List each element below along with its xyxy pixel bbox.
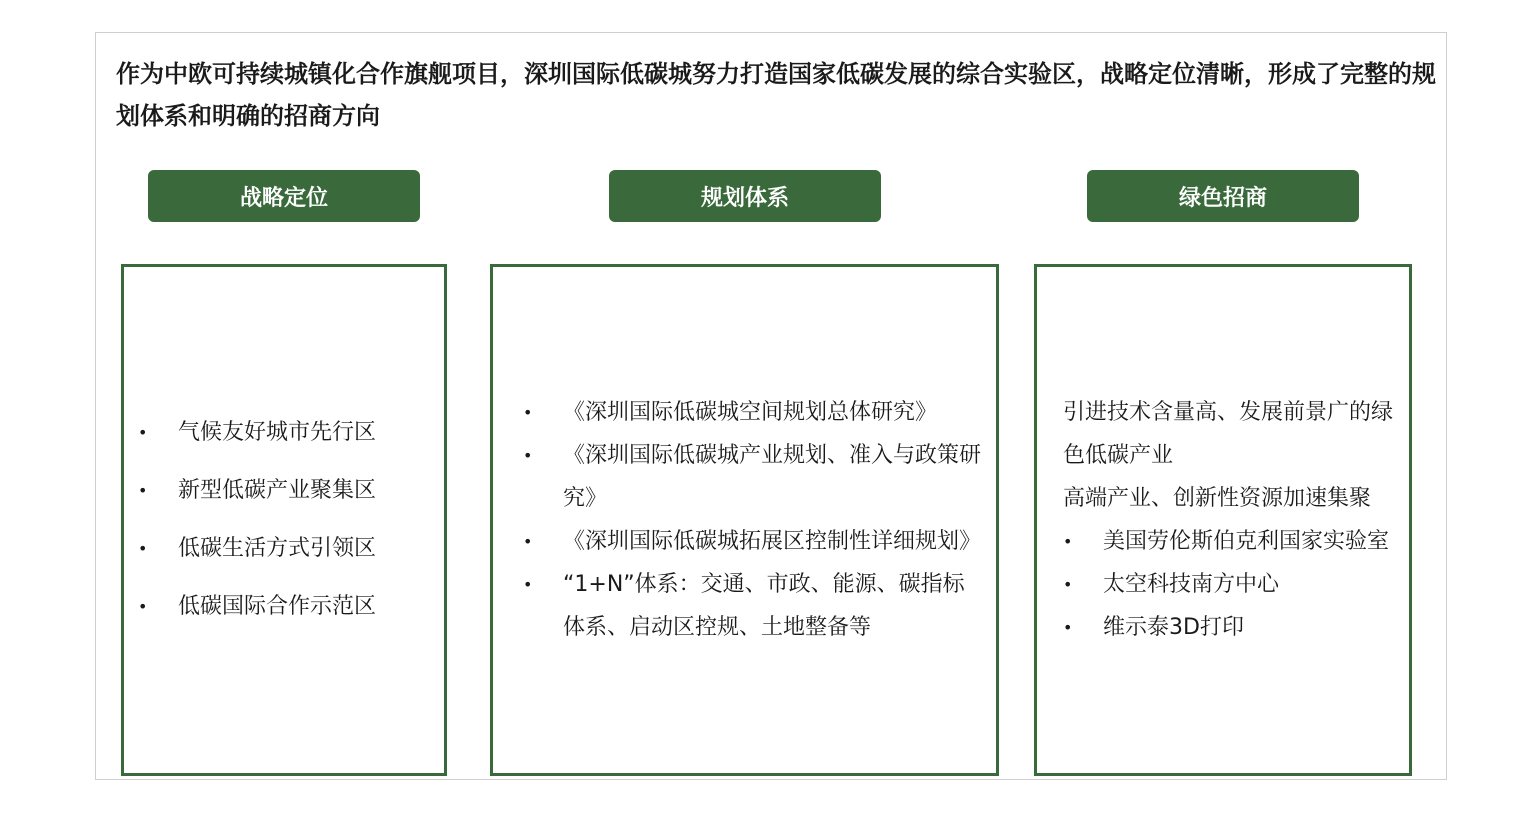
- list-item-text: 维示泰3D打印: [1103, 615, 1244, 640]
- bullet-icon: •: [523, 532, 533, 551]
- bullet-icon: •: [523, 403, 533, 422]
- box-strategic-positioning: [121, 264, 447, 776]
- planning-system-list: [523, 391, 982, 649]
- list-item-text: 美国劳伦斯伯克利国家实验室: [1103, 529, 1390, 554]
- list-item-text: 气候友好城市先行区: [178, 420, 377, 445]
- box-green-investment: [1034, 264, 1412, 776]
- strategic-positioning-list: [138, 404, 434, 636]
- list-item-text: 低碳国际合作示范区: [178, 594, 377, 619]
- intro-paragraph: 高端产业、创新性资源加速集聚: [1063, 486, 1372, 511]
- slide: [95, 32, 1447, 780]
- bullet-icon: •: [523, 446, 533, 465]
- list-item-text: 太空科技南方中心: [1103, 572, 1280, 597]
- pill-strategic-positioning: 战略定位: [148, 170, 420, 222]
- list-item: [138, 462, 434, 520]
- list-item: [138, 520, 434, 578]
- list-item-text: 低碳生活方式引领区: [178, 536, 377, 561]
- intro-paragraph: 引进技术含量高、发展前景广的绿色低碳产业: [1063, 400, 1394, 468]
- list-item-text: 《深圳国际低碳城拓展区控制性详细规划》: [563, 529, 982, 554]
- pill-planning-system: 规划体系: [609, 170, 881, 222]
- bullet-icon: •: [138, 423, 148, 442]
- green-investment-list: [1063, 520, 1397, 649]
- list-item-text: 《深圳国际低碳城空间规划总体研究》: [563, 400, 938, 425]
- bullet-icon: •: [1063, 575, 1073, 594]
- list-item: [1063, 520, 1397, 563]
- bullet-icon: •: [138, 597, 148, 616]
- list-item: [1063, 563, 1397, 606]
- list-item: [1063, 606, 1397, 649]
- bullet-icon: •: [1063, 618, 1073, 637]
- list-item-text: 《深圳国际低碳城产业规划、准入与政策研究》: [563, 443, 982, 511]
- bullet-icon: •: [1063, 532, 1073, 551]
- box-planning-system: [490, 264, 999, 776]
- list-item: [523, 391, 982, 434]
- headline: 作为中欧可持续城镇化合作旗舰项目，深圳国际低碳城努力打造国家低碳发展的综合实验区，战略定位清晰，形成了完整的规划体系和明确的招商方向: [116, 60, 1436, 130]
- bullet-icon: •: [138, 481, 148, 500]
- list-item: [138, 404, 434, 462]
- list-item-text: “1+N”体系：交通、市政、能源、碳指标体系、启动区控规、土地整备等: [563, 572, 965, 640]
- list-item: [523, 563, 982, 649]
- list-item: [523, 434, 982, 520]
- bullet-icon: •: [523, 575, 533, 594]
- list-item: [523, 520, 982, 563]
- bullet-icon: •: [138, 539, 148, 558]
- list-item-text: 新型低碳产业聚集区: [178, 478, 377, 503]
- list-item: [138, 578, 434, 636]
- pill-green-investment: 绿色招商: [1087, 170, 1359, 222]
